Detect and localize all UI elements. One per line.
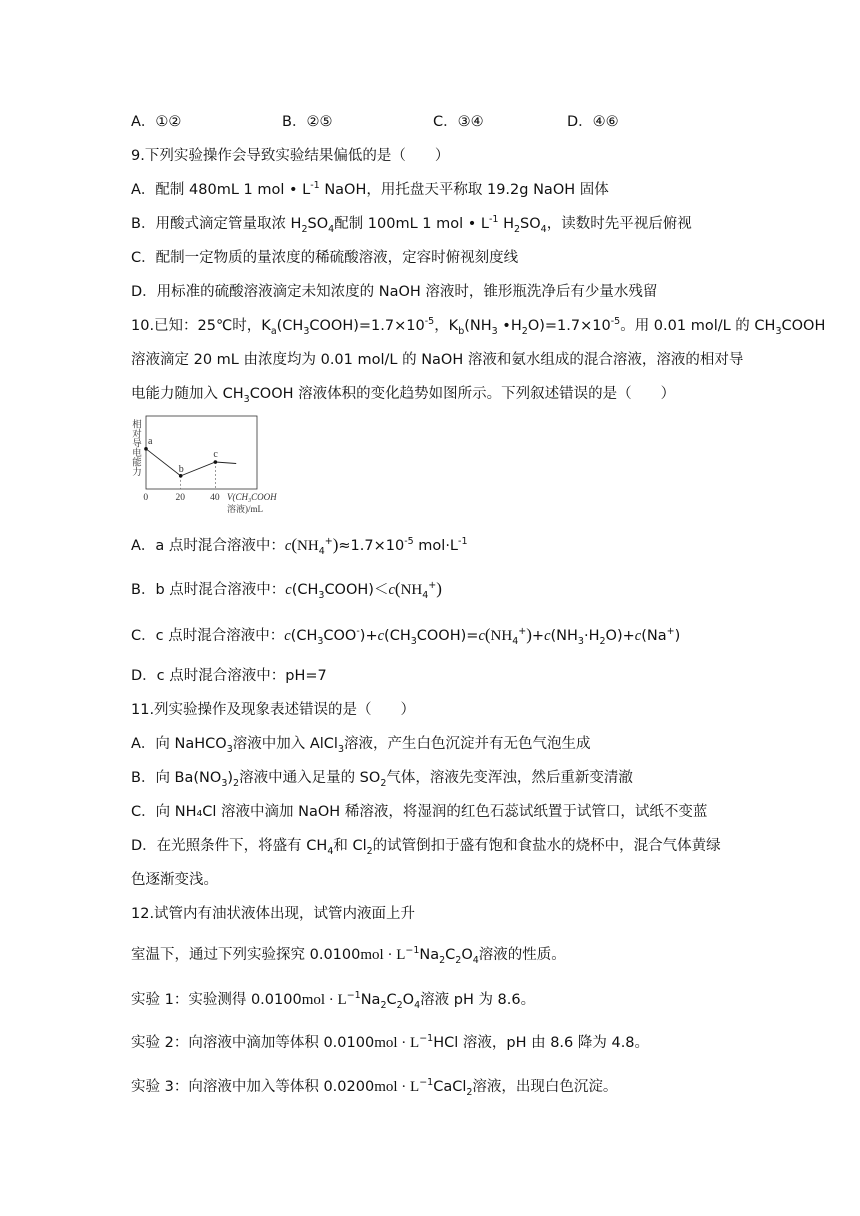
q8-option-c: C．③④ [433,114,484,130]
chart-point-c [214,460,218,464]
q8-option-d: D．④⑥ [567,114,619,130]
q10-option-c: C．c 点时混合溶液中：$c(CH_3COO^-)+c(CH_3COOH)=c(NH_4^+)+c(NH_3\cdot H_2O)+c(Na^+)$ [131,625,681,647]
chart-point-label-c: c [213,448,218,460]
q12-experiment-3: 实验 3：向溶液中加入等体积 $0.0200mol \cdot L^{-1}CaCl_2$溶液，出现白色沉淀。 [131,1077,618,1098]
q11-option-b: B．向 $Ba(NO_3)_2$溶液中通入足量的 $SO_2$气体，溶液先变浑浊，然后重新变清澈 [131,770,633,789]
q11-option-d-line2: 色逐渐变浅。 [131,872,218,888]
chart-x-tick-20: 20 [175,493,185,503]
q11-option-a: A．向 NaHCO$_3$溶液中加入 AlCl$_3$溶液，产生白色沉淀并有无色气泡生成 [131,736,591,755]
chart-xlabel-line1: V(CH₃COOH [227,492,277,502]
chart-xlabel-line2: 溶液)/mL [227,504,263,514]
q11-option-c: C．向 NH₄Cl 溶液中滴加 NaOH 稀溶液，将湿润的红色石蕊试纸置于试管口，试纸不变蓝 [131,804,708,820]
q9-option-d: D．用标准的硫酸溶液滴定未知浓度的 NaOH 溶液时，锥形瓶洗净后有少量水残留 [131,284,658,300]
chart-point-label-a: a [148,435,153,447]
q10-option-a: A．a 点时混合溶液中：$c(NH_4^+)\approx 1.7\times 10^{-5}$ $mol\cdot L^{-1}$ [131,535,468,557]
q9-option-b: B．用酸式滴定管量取浓 $H_2SO_4$配制 100mL 1 mol • $L^{-1}$ $H_2SO_4$，读数时先平视后俯视 [131,214,692,235]
chart-ylabel: 相对导电能力 [130,419,140,476]
q10-stem-line2: 溶液滴定 20 mL 由浓度均为 0.01 mol/L 的 NaOH 溶液和氨水组成的混合溶液，溶液的相对导 [131,352,744,368]
chart-series-line [146,449,236,476]
chart-x-tick-40: 40 [210,493,220,503]
chart-x-tick-0: 0 [143,493,149,503]
q10-stem-line3: 电能力随加入 $CH_3COOH$ 溶液体积的变化趋势如图所示。下列叙述错误的是（ ） [131,386,676,405]
q11-option-d-line1: D．在光照条件下，将盛有 $CH_4$和 $Cl_2$的试管倒扣于盛有饱和食盐水的烧杯中，混合气体黄绿 [131,838,721,857]
conductivity-chart [126,413,296,518]
chart-point-a [144,447,148,451]
q10-option-d: D．c 点时混合溶液中：pH=7 [131,668,327,684]
q9-option-c: C．配制一定物质的量浓度的稀硫酸溶液，定容时俯视刻度线 [131,250,519,266]
q12-experiment-2: 实验 2：向溶液中滴加等体积 $0.0100mol \cdot L^{-1}HCl$ 溶液，pH 由 8.6 降为 4.8。 [131,1033,650,1051]
q8-option-b: B．②⑤ [282,114,333,130]
q12-stem: 12.试管内有油状液体出现，试管内液面上升 [131,906,416,922]
q10-stem-line1: 10.已知：25℃时，$K_a(CH_3COOH)=1.7\times 10^{-5}$，$K_b(NH_3$ $•H_2O)=1.7\times 10^{-5}$。用 0.01 mol/L 的 $CH_3COOH$ [131,316,826,337]
chart-frame [146,416,257,489]
q12-intro: 室温下，通过下列实验探究 $0.0100mol \cdot L^{-1}Na_2C_2O_4$溶液的性质。 [131,945,566,966]
q12-experiment-1: 实验 1：实验测得 $0.0100mol \cdot L^{-1}Na_2C_2O_4$溶液 pH 为 8.6。 [131,990,536,1011]
q8-option-a: A．①② [131,114,182,130]
chart-point-label-b: b [178,463,184,475]
q11-stem: 11.列实验操作及现象表述错误的是（ ） [131,702,416,718]
q9-stem: 9.下列实验操作会导致实验结果偏低的是（ ） [131,148,450,164]
q10-option-b: B．b 点时混合溶液中：$c(CH_3COOH)<c(NH_4^+)$ [131,579,442,601]
q9-option-a: A．配制 480mL 1 mol • $L^{-1}$ NaOH，用托盘天平称取 19.2g NaOH 固体 [131,180,609,198]
